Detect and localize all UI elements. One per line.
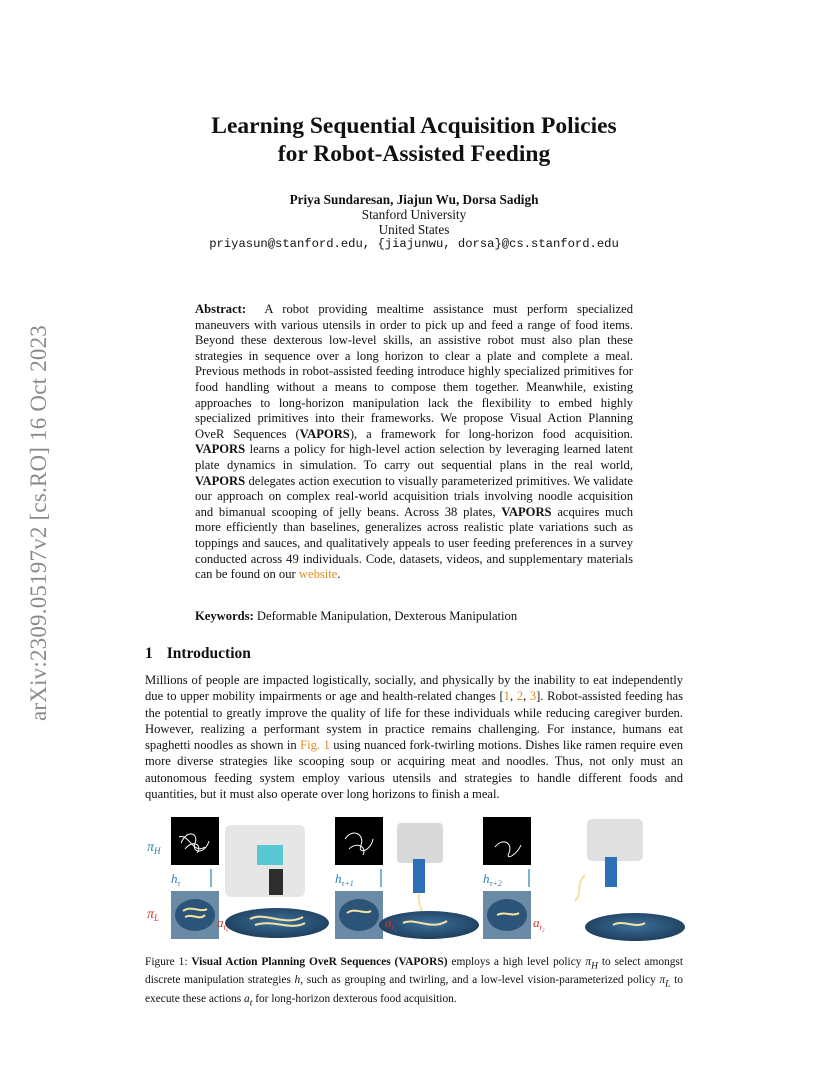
a-label-2: $a_{t_1}$ [385, 915, 397, 932]
h-label-3: $h_{\tau+2}$ [483, 871, 502, 888]
abstract-text-4: delegates action execution to visually parameterized primitives. We validate our approach on complex real-world acquisition trials involving noodle acquisition and bimanual scooping of jelly beans. Across 38 plates, [195, 473, 633, 519]
section-number: 1 [145, 645, 153, 662]
vapors-name-2: VAPORS [195, 442, 246, 457]
caption-text-a: employs a high level policy [447, 956, 586, 968]
caption-h: h [294, 974, 301, 987]
keywords [195, 609, 633, 625]
caption-text-b: to select amongst discrete manipulation strategies [145, 956, 684, 987]
caption-pi-l: $\pi_L$ [659, 974, 671, 990]
figure-1 [135, 815, 695, 945]
intro-text-3: using nuanced fork-twirling motions. Dishes like ramen require even more diverse strategies like scooping soup or acquiring meat and noodles. Thus, not only must an autonomous feeding system employ various utensils and strategies to handle different foods and quantities, but it must also operate over long horizons to finish a meal. [145, 738, 683, 802]
vapors-name-1: VAPORS [299, 426, 350, 441]
figure-panel-3 [483, 817, 685, 941]
robot-arm-2 [397, 823, 443, 863]
a-label-3: $a_{t_2}$ [533, 915, 545, 932]
caption-text-e: for long-horizon dexterous food acquisition. [252, 992, 457, 1005]
title-line-1: Learning Sequential Acquisition Policies [211, 113, 617, 139]
arxiv-id-text: arXiv:2309.05197v2 [cs.RO] 16 Oct 2023 [26, 325, 51, 721]
latent-image-1 [171, 817, 219, 865]
author-emails [0, 237, 828, 252]
h-label-2: $h_{\tau+1}$ [335, 871, 354, 888]
website-link[interactable]: website [298, 567, 338, 582]
plate-1 [225, 908, 329, 938]
arxiv-identifier [22, 288, 56, 758]
citation-2[interactable]: 2 [516, 689, 524, 704]
citation-1[interactable]: 1 [503, 689, 510, 704]
country: United States [378, 222, 450, 237]
abstract-text-2: ), a framework for long-horizon food acquisition. [349, 426, 633, 441]
citation-3[interactable]: 3 [529, 689, 537, 704]
caption-text-d: to execute these actions [145, 974, 683, 1005]
pi-h-label: $\pi_H$ [147, 840, 161, 856]
caption-prefix: Figure 1: [145, 956, 192, 968]
figure-reference[interactable]: Fig. 1 [300, 738, 330, 753]
latent-image-3 [483, 817, 531, 865]
pi-l-label: $\pi_L$ [147, 907, 160, 923]
affiliation: Stanford University [361, 207, 467, 222]
keywords-label: Keywords: [195, 609, 254, 623]
abstract-text-5: acquires much more efficiently than baselines, generalizes across realistic plate variations such as toppings and sauces, and qualitatively appeals to user feeding preferences in a survey conducted across 49 individuals. Code, datasets, videos, and supplementary materials can be found on our [195, 504, 634, 582]
caption-a-t: $a_t$ [244, 992, 253, 1008]
caption-pi-h: $\pi_H$ [585, 956, 598, 972]
latent-image-2 [335, 817, 383, 865]
keywords-text: Deformable Manipulation, Dexterous Manipulation [256, 609, 518, 623]
section-heading [145, 645, 251, 663]
robot-arm-3 [587, 819, 643, 861]
plate-3 [585, 913, 685, 941]
figure-1-graphic [135, 815, 695, 945]
abstract: Abstract: A robot providing mealtime assistance must perform specialized maneuvers with various utensils in order to pick up and feed a range of food items. Beyond these dexterous low-level skills, an assistive robot must also plan these strategies in sequence over a long horizon to clear a plate and complete a meal. Previous methods in robot-assisted feeding introduce highly specialized primitives for food handling without a means to compose them together. Meanwhile, existing approaches to long-horizon manipulation lack the flexibility to embed highly specialized primitives into their frameworks. We propose Visual Action Planning OveR Sequences (VAPORS), a framework for long-horizon food acquisition. VAPORS learns a policy for high-level action selection by leveraging learned latent plate dynamics in simulation. To carry out sequential plans in the real world, VAPORS delegates action execution to visually parameterized primitives. We validate our approach on complex real-world acquisition trials involving noodle acquisition and bimanual scooping of jelly beans. Across 38 plates, VAPORS acquires much more efficiently than baselines, generalizes across realistic plate variations such as toppings and sauces, and qualitatively appeals to user feeding preferences in a survey conducted across 49 individuals. Code, datasets, videos, and supplementary materials can be found on our website. [195, 302, 634, 582]
caption-bold: Visual Action Planning OveR Sequences (VAPORS) [191, 956, 448, 968]
figure-panel-2 [335, 817, 479, 939]
abstract-label: Abstract: [195, 302, 247, 316]
h-label-1: $h_\tau$ [171, 871, 181, 888]
email-1: priyasun@stanford.edu, [209, 237, 371, 251]
a-label-1: $a_{t_0}$ [217, 915, 229, 932]
intro-text-2: ]. Robot-assisted feeding has the potential to greatly improve the quality of life for these individuals while reducing caregiver burden. However, realizing a performant system in practice remains challenging. For instance, humans eat spaghetti noodles as shown in [145, 689, 684, 753]
paper-title [0, 112, 828, 168]
vapors-name-3: VAPORS [195, 473, 246, 488]
introduction-paragraph: Millions of people are impacted logistically, socially, and physically by the inability to eat independently due to upper mobility impairments or age and health-related changes [1, 2, 3]. Robot-assisted feeding has the potential to greatly improve the quality of life for these individuals while reducing caregiver burden. However, realizing a performant system in practice remains challenging. For instance, humans eat spaghetti noodles as shown in Fig. 1 using nuanced fork-twirling motions. Dishes like ramen require even more diverse strategies like scooping soup or acquiring meat and noodles. Thus, not only must an autonomous feeding system employ various utensils and strategies to handle different foods and quantities, but it must also operate over long horizons to finish a meal. [145, 673, 684, 802]
author-names: Priya Sundaresan, Jiajun Wu, Dorsa Sadigh [289, 192, 539, 207]
vapors-name-4: VAPORS [501, 504, 552, 519]
title-line-2: for Robot-Assisted Feeding [277, 141, 551, 167]
abstract-text-3: learns a policy for high-level action selection by leveraging learned latent plate dynamics in simulation. To carry out sequential plans in the real world, [195, 442, 633, 472]
email-2: {jiajunwu, dorsa}@cs.stanford.edu [377, 237, 619, 251]
caption-text-c: , such as grouping and twirling, and a low-level vision-parameterized policy [300, 974, 660, 987]
figure-panel-1 [171, 817, 329, 939]
abstract-text-1: A robot providing mealtime assistance must perform specialized maneuvers with various utensils in order to pick up and feed a range of food items. Beyond these dexterous low-level skills, an assistive robot must also plan these strategies in sequence over a long horizon to clear a plate and complete a meal. Previous methods in robot-assisted feeding introduce highly specialized primitives for food handling without a means to compose them together. Meanwhile, existing approaches to long-horizon manipulation lack the flexibility to embed highly specialized primitives into their frameworks. We propose Visual Action Planning OveR Sequences ( [195, 302, 633, 441]
author-block [0, 192, 828, 252]
figure-1-caption [145, 955, 683, 1010]
section-title: Introduction [166, 645, 251, 662]
intro-text-1: Millions of people are impacted logistically, socially, and physically by the inability to eat independently due to upper mobility impairments or age and health-related changes [ [145, 673, 683, 704]
